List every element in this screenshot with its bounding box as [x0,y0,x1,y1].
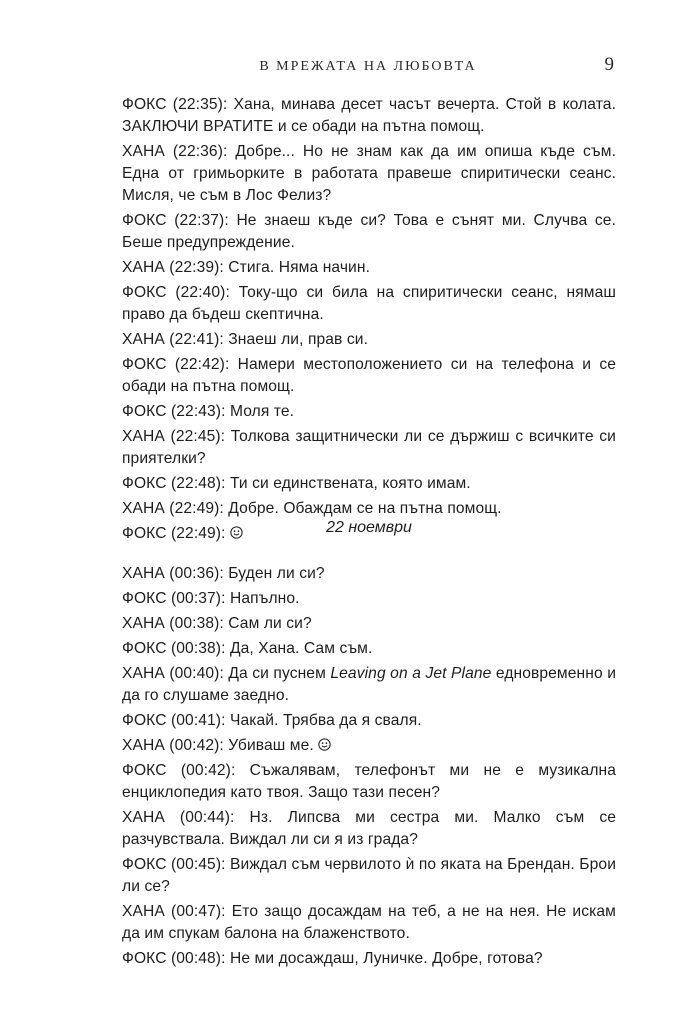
chat-log-night [122,563,616,973]
message-entry: ФОКС (22:42): Намери местоположението си на телефона и се обади на пътна помощ. [122,356,616,395]
message-entry: ХАНА (22:49): Добре. Обаждам се на пътна помощ. [122,500,502,517]
message-entry: ФОКС (22:49): [122,523,616,545]
message-entry: ХАНА (00:42): Убиваш ме. [122,735,616,757]
message-entry: ХАНА (00:38): Сам ли си? [122,615,312,632]
chat-log-evening [122,94,616,548]
message-entry: ФОКС (00:38): Да, Хана. Сам съм. [122,640,373,657]
message-entry: ХАНА (22:41): Знаеш ли, прав си. [122,331,369,348]
message-entry: ФОКС (00:37): Напълно. [122,590,300,607]
running-title: В МРЕЖАТА НА ЛЮБОВТА [259,59,477,74]
message-entry: ФОКС (22:35): Хана, минава десет часът вечерта. Стой в колата. ЗАКЛЮЧИ ВРАТИТЕ и се обади на пътна помощ. [122,96,616,135]
message-entry: ФОКС (00:41): Чакай. Трябва да я сваля. [122,712,422,729]
message-entry: ХАНА (00:40): Да си пуснем Leaving on a Jet Plane едновременно и да го слушаме заедно. [122,665,617,704]
message-entry: ФОКС (22:40): Току-що си била на спиритически сеанс, нямаш право да бъдеш скептична. [122,284,616,323]
date-heading: 22 ноември [326,519,412,536]
page-number: 9 [604,54,614,75]
song-title: Leaving on a Jet Plane [330,665,492,682]
message-entry: ФОКС (22:48): Ти си единствената, която имам. [122,475,471,492]
message-entry: ХАНА (00:44): Нз. Липсва ми сестра ми. Малко съм се разчувствала. Виждал ли си я из града? [122,809,616,848]
smiley-icon [318,738,331,751]
message-entry: ХАНА (00:47): Ето защо досаждам на теб, а не на нея. Не искам да им спукам балона на блаженството. [122,903,616,942]
message-entry: ХАНА (22:39): Стига. Няма начин. [122,259,371,276]
message-entry: ХАНА (22:36): Добре... Но не знам как да им опиша къде съм. Една от гримьорките в работата правеше спиритически сеанс. Мисля, че съм в Лос Фелиз? [122,143,616,204]
message-entry: ФОКС (00:48): Не ми досаждаш, Луничке. Добре, готова? [122,950,543,967]
message-entry: ФОКС (22:37): Не знаеш къде си? Това е сънят ми. Случва се. Беше предупреждение. [122,212,616,251]
page-header [122,56,614,78]
message-entry: ФОКС (00:42): Съжалявам, телефонът ми не е музикална енциклопедия като твоя. Защо тази песен? [122,762,616,801]
message-entry: ФОКС (00:45): Виждал съм червилото ѝ по яката на Брендан. Брои ли се? [122,856,616,895]
message-entry: ХАНА (22:45): Толкова защитнически ли се държиш с всичките си приятелки? [122,428,616,467]
message-entry: ХАНА (00:36): Буден ли си? [122,565,325,582]
message-entry: ФОКС (22:43): Моля те. [122,403,295,420]
